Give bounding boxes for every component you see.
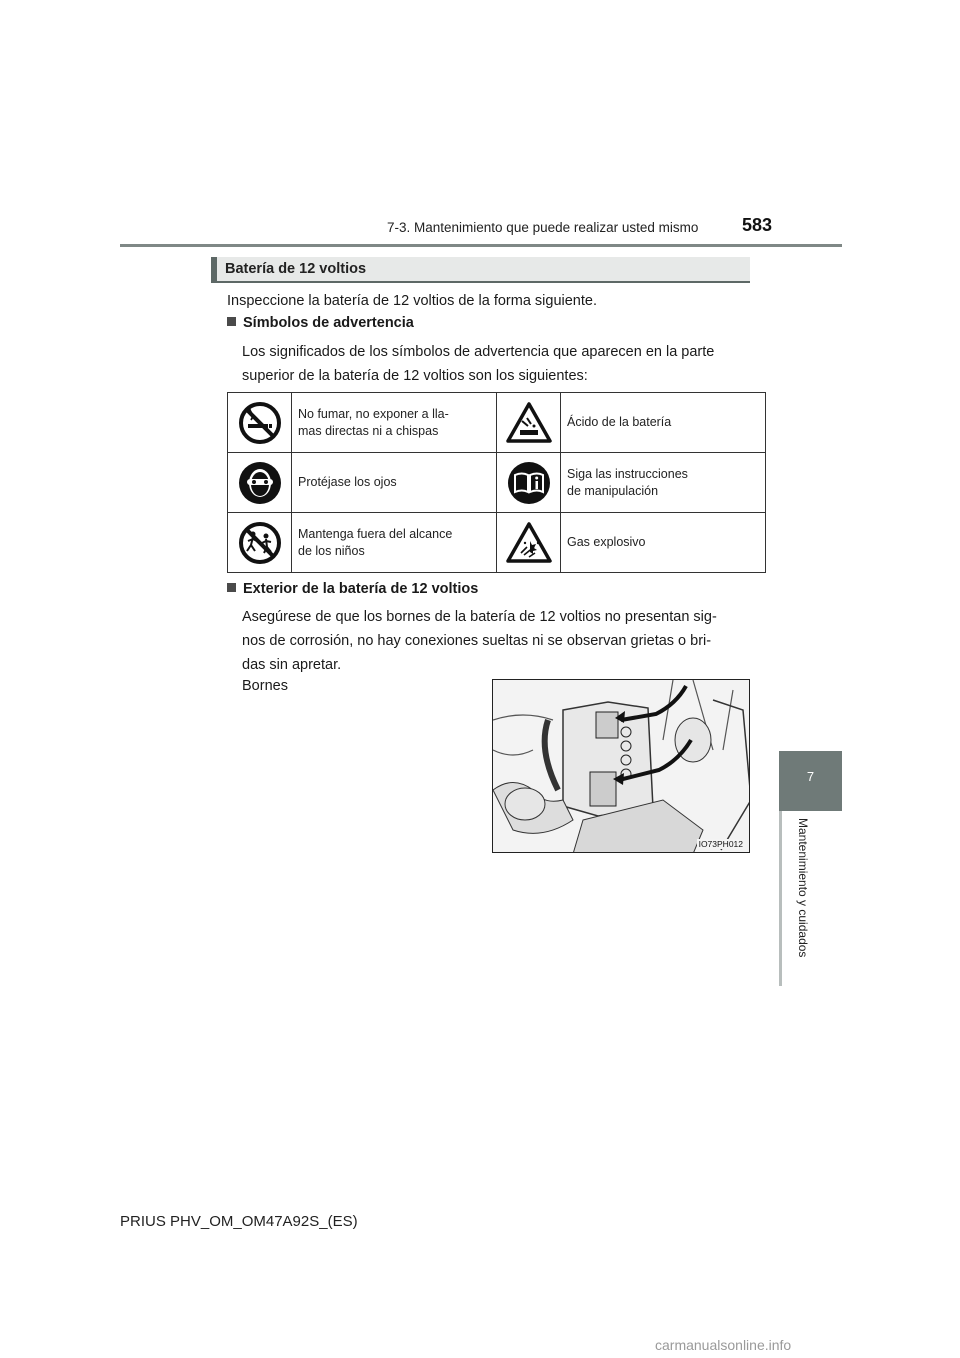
engine-bay-drawing [493, 680, 750, 853]
table-row [228, 453, 766, 513]
icon-cell [497, 513, 561, 573]
symbol-description [561, 453, 766, 513]
eye-protection-icon [237, 460, 283, 506]
icon-cell [228, 453, 292, 513]
header-rule [120, 244, 842, 247]
chapter-tab [779, 751, 842, 811]
section-heading [211, 257, 750, 283]
image-code: IO73PH012 [698, 839, 743, 849]
chapter-title: Mantenimiento y cuidados [796, 818, 810, 958]
read-manual-icon [506, 460, 552, 506]
text-line: de los niños [298, 543, 365, 558]
text-line: nos de corrosión, no hay conexiones sueltas ni se observan grietas o bri- [242, 633, 712, 649]
battery-terminals-illustration [492, 679, 750, 853]
watermark: carmanualsonline.info [655, 1337, 792, 1353]
intro-paragraph: Inspeccione la batería de 12 voltios de la forma siguiente. [227, 293, 597, 309]
symbol-description [292, 453, 497, 513]
icon-cell [228, 513, 292, 573]
terminals-callout-label: Bornes [242, 678, 288, 694]
bullet-square-icon [227, 317, 236, 326]
exterior-title: Exterior de la batería de 12 voltios [243, 581, 479, 597]
symbol-description [292, 513, 497, 573]
icon-cell [228, 393, 292, 453]
text-line: No fumar, no exponer a lla- [298, 406, 449, 421]
text-line: Mantenga fuera del alcance [298, 526, 453, 541]
icon-cell [497, 453, 561, 513]
symbol-description [561, 513, 766, 573]
running-header-section: 7-3. Mantenimiento que puede realizar usted mismo [387, 220, 699, 235]
battery-acid-icon [505, 401, 553, 445]
no-smoking-icon [237, 400, 283, 446]
section-heading-text: Batería de 12 voltios [225, 261, 367, 277]
warning-symbols-paragraph [242, 340, 748, 388]
warning-symbols-table [227, 392, 766, 573]
table-row [228, 513, 766, 573]
text-line: Asegúrese de que los bornes de la batería de 12 voltios no presentan sig- [242, 609, 717, 625]
text-line: de manipulación [567, 483, 659, 498]
icon-cell [497, 393, 561, 453]
page-number: 583 [742, 215, 773, 235]
chapter-number: 7 [806, 769, 815, 784]
text-line: Los significados de los símbolos de advertencia que aparecen en la parte [242, 344, 715, 360]
explosive-gas-icon [505, 521, 553, 565]
table-row [228, 393, 766, 453]
symbol-description [561, 393, 766, 453]
text-line: Ácido de la batería [567, 415, 672, 429]
exterior-paragraph [242, 605, 748, 677]
text-line: superior de la batería de 12 voltios son los siguientes: [242, 368, 588, 384]
footer-document-code: PRIUS PHV_OM_OM47A92S_(ES) [120, 1213, 358, 1230]
text-line: Siga las instrucciones [567, 466, 688, 481]
bullet-square-icon [227, 583, 236, 592]
text-line: das sin apretar. [242, 657, 342, 673]
keep-away-children-icon [237, 520, 283, 566]
text-line: mas directas ni a chispas [298, 423, 439, 438]
exterior-heading [227, 581, 478, 597]
symbol-description [292, 393, 497, 453]
section-heading-bar [211, 257, 217, 281]
warning-symbols-heading [227, 315, 414, 331]
text-line: Protéjase los ojos [298, 475, 397, 489]
warning-symbols-title: Símbolos de advertencia [243, 315, 414, 331]
text-line: Gas explosivo [567, 535, 646, 549]
